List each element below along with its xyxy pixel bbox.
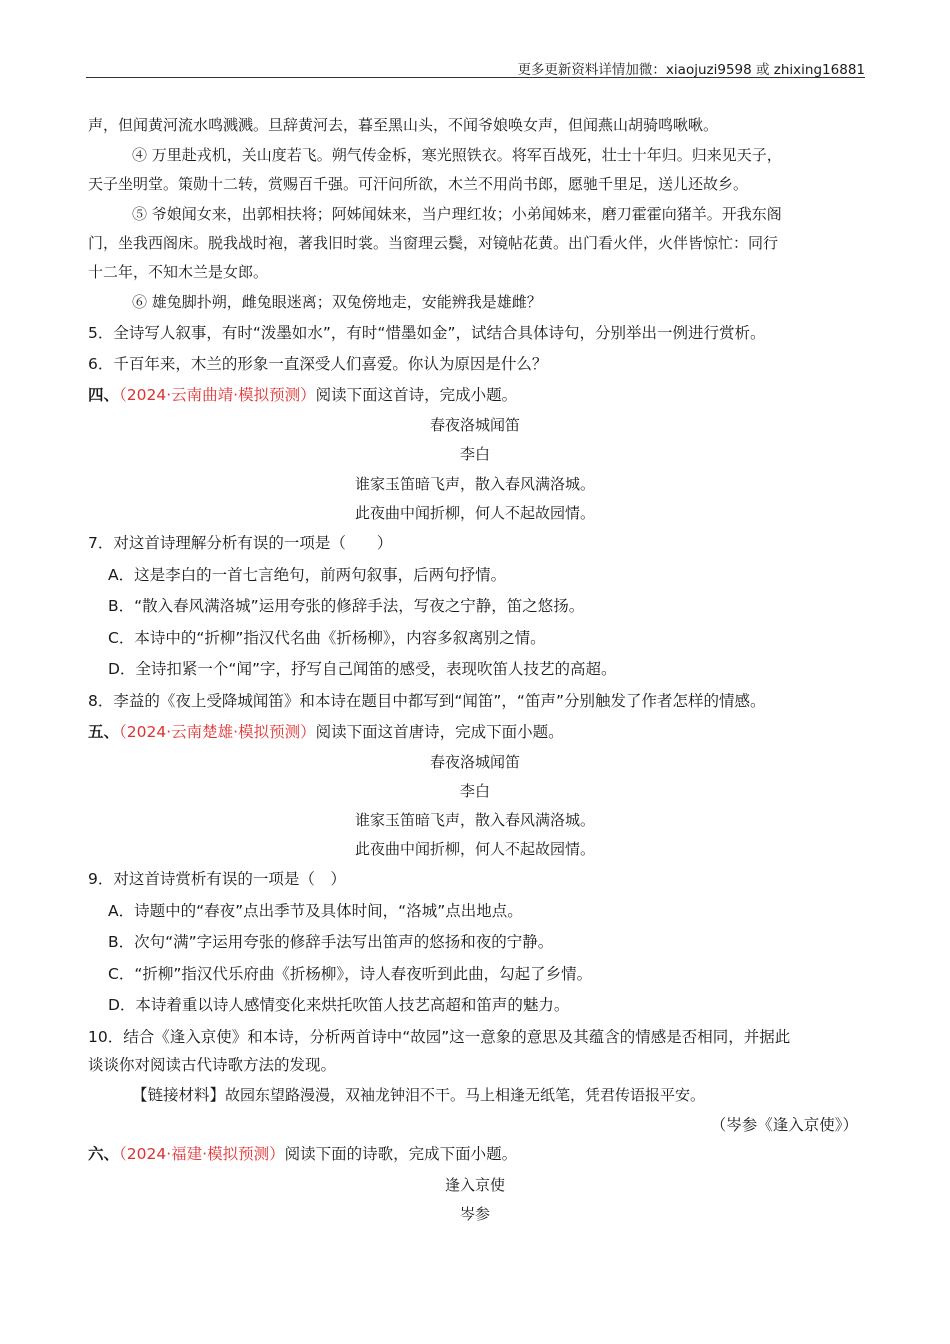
poem-title: 春夜洛城闻笛 [429,416,520,434]
poem-verse: 谁家玉笛暗飞声，散入春风满洛城。 [354,475,595,493]
question-7: 7．对这首诗理解分析有误的一项是（ ） [88,534,393,552]
poem-line: ⑤ 爷娘闻女来，出郭相扶将；阿姊闻妹来，当户理红妆；小弟闻姊来，磨刀霍霍向猪羊。开我东阁 [132,205,782,223]
section-number: 五、 [88,723,120,741]
poem-line: 声，但闻黄河流水鸣溅溅。旦辞黄河去，暮至黑山头，不闻爷娘唤女声，但闻燕山胡骑鸣啾啾。 [88,116,719,134]
section-number: 六、 [88,1145,120,1163]
poem-line: 门，坐我西阁床。脱我战时袍，著我旧时裳。当窗理云鬓，对镜帖花黄。出门看火伴，火伴皆惊忙：同行 [88,234,779,252]
option-a: A．诗题中的“春夜”点出季节及具体时间，“洛城”点出地点。 [108,902,523,920]
poem-line: ⑥ 雄兔脚扑朔，雌兔眼迷离；双兔傍地走，安能辨我是雄雌？ [132,293,542,311]
source-tag: （2024·云南楚雄·模拟预测） [119,723,316,741]
option-b: B．“散入春风满洛城”运用夸张的修辞手法，写夜之宁静，笛之悠扬。 [108,597,585,615]
option-c: C．本诗中的“折柳”指汉代名曲《折杨柳》，内容多叙离别之情。 [108,629,546,647]
option-b: B．次句“满”字运用夸张的修辞手法写出笛声的悠扬和夜的宁静。 [108,933,554,951]
section-4-heading [88,384,950,406]
section-5-heading [88,721,950,743]
link-material [132,1084,950,1106]
section-number: 四、 [88,386,120,404]
source-tag: （2024·云南曲靖·模拟预测） [119,386,316,404]
section-instruction: 阅读下面这首唐诗，完成下面小题。 [315,723,564,741]
header-text: 更多更新资料详情加微：xiaojuzi9598 或 zhixing16881 [517,62,865,78]
section-instruction: 阅读下面的诗歌，完成下面小题。 [284,1145,518,1163]
poem-author: 李白 [459,782,490,800]
section-instruction: 阅读下面这首诗，完成小题。 [315,386,518,404]
source-tag: （2024·福建·模拟预测） [119,1145,285,1163]
question-5: 5．全诗写人叙事，有时“泼墨如水”，有时“惜墨如金”，试结合具体诗句，分别举出一例进行赏析。 [88,324,766,342]
question-6: 6．千百年来，木兰的形象一直深受人们喜爱。你认为原因是什么？ [88,355,548,373]
poem-line: 天子坐明堂。策勋十二转，赏赐百千强。可汗问所欲，木兰不用尚书郎，愿驰千里足，送儿还故乡。 [88,175,749,193]
poem-line: 十二年，不知木兰是女郎。 [88,263,269,281]
poem-verse: 此夜曲中闻折柳，何人不起故园情。 [354,504,595,522]
page-header [86,0,865,78]
poem-line: ④ 万里赴戎机，关山度若飞。朔气传金柝，寒光照铁衣。将军百战死，壮士十年归。归来见天子， [132,146,782,164]
poem-verse: 谁家玉笛暗飞声，散入春风满洛城。 [354,811,595,829]
option-a: A．这是李白的一首七言绝句，前两句叙事，后两句抒情。 [108,566,507,584]
poem-verse: 此夜曲中闻折柳，何人不起故园情。 [354,840,595,858]
poem-author: 李白 [459,445,490,463]
section-6-heading [88,1143,950,1165]
question-9: 9．对这首诗赏析有误的一项是（ ） [88,870,346,888]
question-10-cont: 谈谈你对阅读古代诗歌方法的发现。 [88,1056,337,1074]
option-d: D．全诗扣紧一个“闻”字，抒写自己闻笛的感受，表现吹笛人技艺的高超。 [108,660,617,678]
poem-title: 春夜洛城闻笛 [429,753,520,771]
question-8: 8．李益的《夜上受降城闻笛》和本诗在题目中都写到“闻笛”，“笛声”分别触发了作者怎样的情感。 [88,692,766,710]
link-source: （岑参《逢入京使》） [710,1116,858,1134]
poem-author: 岑参 [459,1205,490,1223]
link-text: 故园东望路漫漫，双袖龙钟泪不干。马上相逢无纸笔，凭君传语报平安。 [225,1086,706,1104]
option-d: D．本诗着重以诗人感情变化来烘托吹笛人技艺高超和笛声的魅力。 [108,996,570,1014]
question-10: 10．结合《逢入京使》和本诗，分析两首诗中“故园”这一意象的意思及其蕴含的情感是否相同，并据此 [88,1028,791,1046]
option-c: C．“折柳”指汉代乐府曲《折杨柳》，诗人春夜听到此曲，勾起了乡情。 [108,965,593,983]
link-label: 【链接材料】 [132,1086,226,1104]
poem-title: 逢入京使 [444,1176,505,1194]
